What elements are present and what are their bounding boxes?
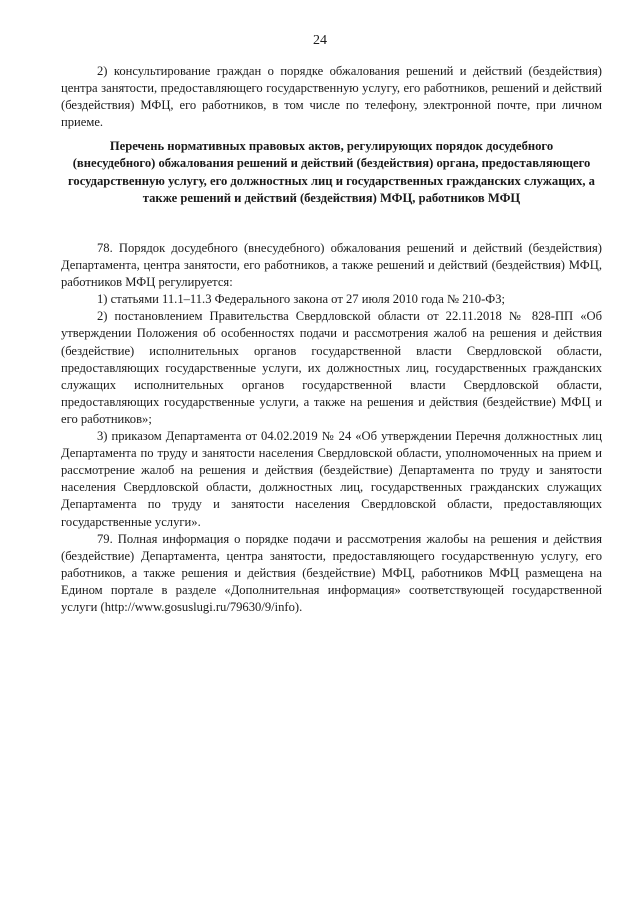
intro-paragraph: 2) консультирование граждан о порядке обжалования решений и действий (бездействия) центра занятости, предоставляющего государственную услугу, его работников, решений и действий (бездействия) МФЦ, его работников, в том числе по телефону, электронной почте, при личном приеме.: [61, 64, 602, 130]
section-heading: Перечень нормативных правовых актов, регулирующих порядок досудебного (внесудебного) обжалования решений и действий (бездействия) органа, предоставляющего государственную услугу, его должностных лиц и государственных гражданских служащих, а также решений и действий (бездействия) МФЦ, работников МФЦ: [68, 139, 595, 206]
list-item-3: 3) приказом Департамента от 04.02.2019 № 24 «Об утверждении Перечня должностных лиц Департамента по труду и занятости населения Свердловской области, уполномоченных на прием и рассмотрение жалоб на решения и действия (бездействие) Департамента по труду и занятости населения Свердловской области, должностных лиц, государственных гражданских служащих Департамента по труду и занятости населения Свердловской области, предоставляющих государственные услуги».: [61, 429, 602, 529]
intro-block: [61, 63, 602, 131]
paragraph-79: 79. Полная информация о порядке подачи и рассмотрения жалобы на решения и действия (бездействие) Департамента, центра занятости, предоставляющего государственную услугу, его работников, а также решения и действия (бездействие) МФЦ, работников МФЦ размещена на Едином портале в разделе «Дополнительная информация» соответствующей государственной услуги (http://www.gosuslugi.ru/79630/9/info).: [61, 531, 602, 614]
page-number: 24: [313, 33, 327, 48]
list-item-1: 1) статьями 11.1–11.3 Федерального закона от 27 июля 2010 года № 210-ФЗ;: [97, 292, 506, 307]
paragraph-78: 78. Порядок досудебного (внесудебного) обжалования решений и действий (бездействия) Департамента, центра занятости, его работников, а также решений и действий (бездействия) МФЦ, работников МФЦ регулируется:: [61, 241, 602, 290]
main-block: [61, 240, 602, 616]
list-item-2: 2) постановлением Правительства Свердловской области от 22.11.2018 № 828-ПП «Об утверждении Положения об особенностях подачи и рассмотрения жалоб на решения и действия (бездействие) исполнительных органов государственной власти Свердловской области, предоставляющих государственные услуги, их должностных лиц, государственных гражданских служащих исполнительных органов государственной власти Свердловской области, предоставляющих государственные услуги, а также на решения и действия (бездействие) МФЦ и его работников»;: [61, 309, 602, 426]
